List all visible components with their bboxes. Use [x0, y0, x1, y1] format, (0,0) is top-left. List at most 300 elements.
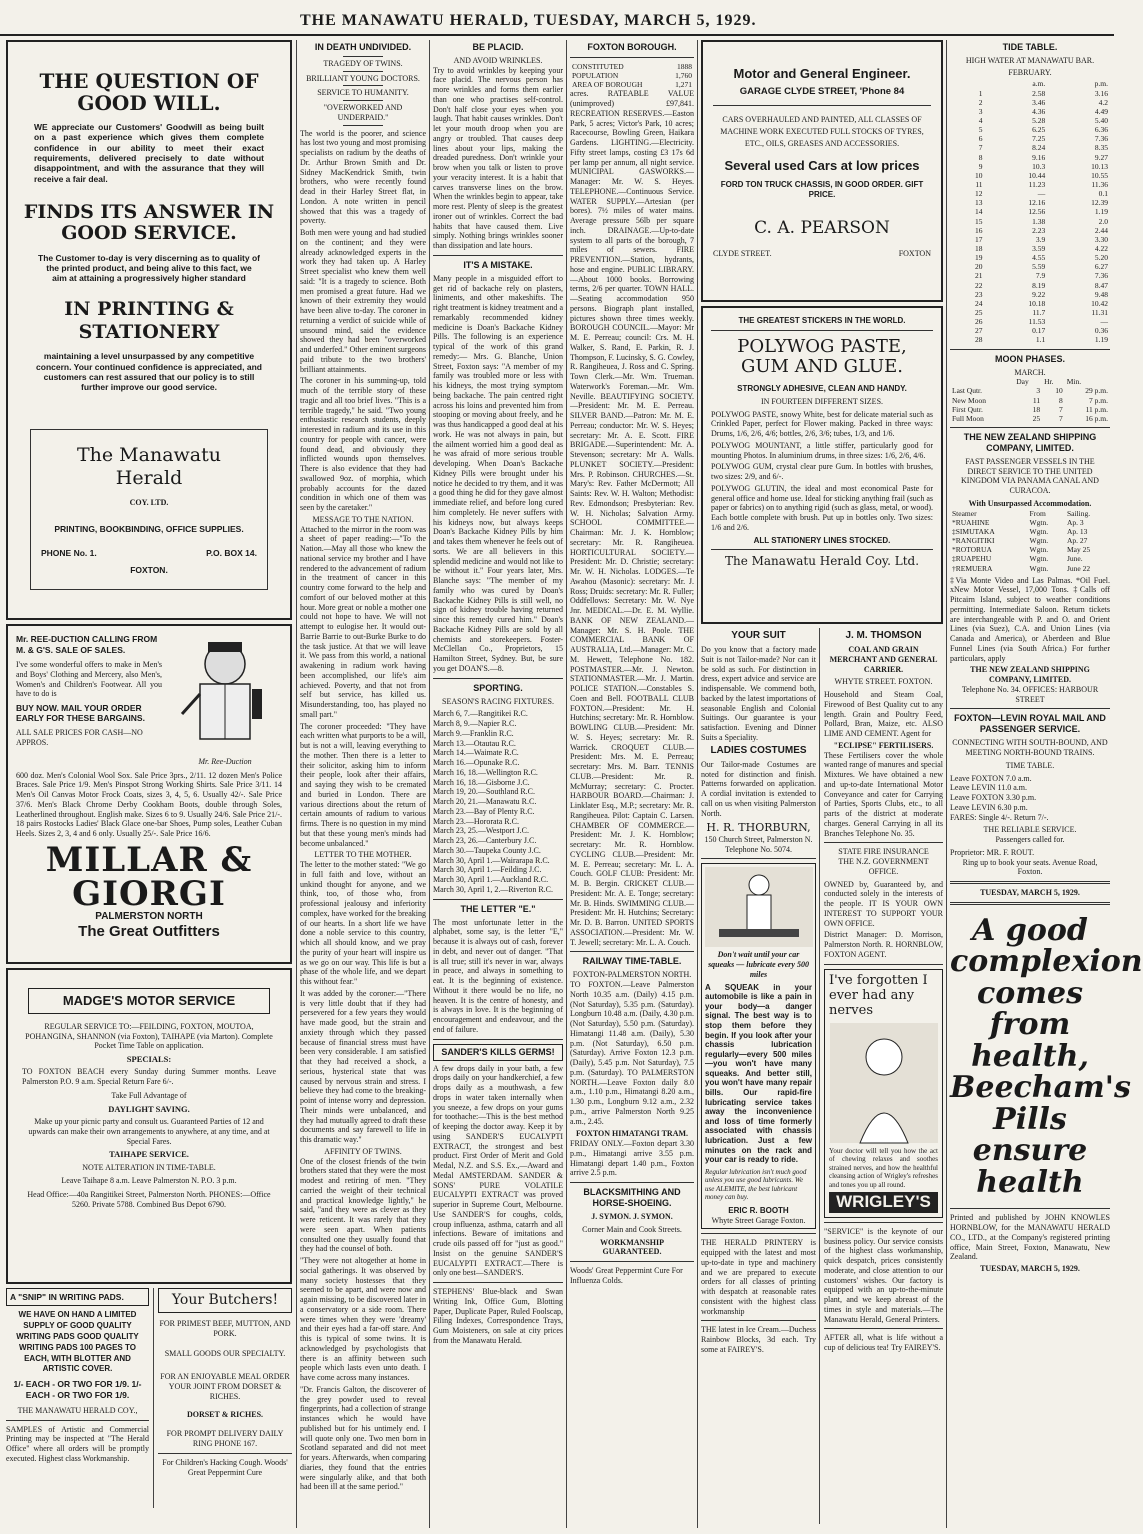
ad-text: J. SYMON. J. SYMON. [591, 1212, 673, 1222]
tide-am: 11.7 [1032, 307, 1046, 317]
tide-row [950, 180, 1110, 189]
tide-am: 3.59 [1032, 244, 1046, 253]
millar-giorgi-logo: MILLAR & GIORGI [45, 839, 253, 914]
tide-am: 10.18 [1028, 298, 1046, 308]
ship-cell: Wgtn. [1029, 554, 1049, 564]
tide-pm-header: p.m. [1094, 79, 1108, 89]
tide-pm: 11.31 [1091, 307, 1108, 317]
article-subhead: BRILLIANT YOUNG DOCTORS. [306, 73, 420, 83]
tide-row [950, 290, 1110, 299]
article-subhead: FEBRUARY. [1008, 67, 1052, 77]
ad-footer: SAMPLES of Artistic and Commercial Printing may be inspected at "The Herald Office" where all orders will be promptly executed. Highest class Workmanship. [6, 1424, 149, 1463]
article-subhead: TRAGEDY OF TWINS. [323, 58, 403, 68]
fixture-item: March 30, April 1.—Feilding J.C. [433, 865, 542, 875]
ship-header: Steamer [952, 508, 977, 518]
tide-row [950, 98, 1110, 107]
woman-illustration [830, 1023, 938, 1143]
ad-title: MADGE'S MOTOR SERVICE [62, 993, 236, 1008]
tide-row [950, 134, 1110, 143]
moon-cell: Full Moon [952, 413, 984, 423]
ad-subhead: DAYLIGHT SAVING. [108, 1103, 190, 1114]
logo-location: PALMERSTON NORTH [95, 910, 203, 922]
ad-text: SMALL GOODS OUR SPECIALTY. [164, 1348, 286, 1358]
ad-text: Corner Main and Cook Streets. [582, 1224, 682, 1234]
article-paragraph: The coroner in his summing-up, told much of the terrible story of these tragic and all too brief lives. "This is a terrible tragedy," he said. "Two young enthusiastic research students, deeply interested in radium and its use in this country for people with cancer, were found dead, and obviously they inflicted wounds upon themselves. There is also evidence that they had swallowed 9oz. of morphia, which probably accounts for the dazed condition in which one of them was seen by the caretaker." [300, 376, 426, 513]
tide-am: 6.25 [1032, 125, 1046, 135]
tide-am: 10.3 [1032, 161, 1046, 171]
ship-cell: Ap. 3 [1066, 517, 1084, 527]
ship-cell: June. [1066, 554, 1083, 564]
tide-day: 6 [978, 134, 983, 144]
ad-text: WORKMANSHIP GUARANTEED. [600, 1237, 664, 1257]
tide-am: 11.53 [1028, 317, 1046, 327]
salesman-illustration [168, 634, 282, 754]
tide-row [950, 116, 1110, 125]
ship-cell: †REMUERA [952, 563, 993, 573]
article-paragraph: STEPHENS' Blue-black and Swan Writing Ink, Office Gum, Blotting Paper, Duplicate Paper, Ruled Foolscap, Filing Indexes, Correspondence Trays, Gum Moisteners, on sale at city prices from the Manawatu Herald. [433, 1287, 563, 1345]
ad-address: WHYTE STREET. FOXTON. [834, 677, 933, 687]
tide-am: 2.23 [1032, 225, 1046, 235]
column-rule [429, 40, 430, 1528]
ad-text: Do you know that a factory made Suit is not Tailor-made? Nor can it be sold as such. For distinction in dress, expert advice and service are indispensable. We commend both, backed by the latest importations of seasonable English and Colonial Suitings. Our guarantee is your satisfaction. Evening and Dinner Suits a Speciality. [701, 645, 816, 742]
column-2 [300, 40, 426, 1528]
product-item: POLYWOG MOUNTANT, a little stiffer, particularly good for mounting Photos. In aluminium drums, in three sizes: 1/6, 2/6, 4/6. [711, 440, 933, 460]
tide-row [950, 262, 1110, 271]
ad-text: Your doctor will tell you how the act of chewing relaxes and soothes strained nerves, and how the healthful cleansing action of Wrigley's refreshes and tones you up all round. [829, 1146, 938, 1189]
ad-text: DORSET & RICHES. [186, 1409, 264, 1419]
moon-row [950, 405, 1110, 414]
fixture-item: March 23.—Hororata R.C. [433, 816, 519, 826]
tide-am: 4.36 [1032, 106, 1046, 116]
ad-title: POLYWOG PASTE, GUM AND GLUE. [737, 335, 907, 378]
wrigleys-ad [824, 969, 943, 1218]
tide-pm: 10.42 [1091, 298, 1108, 308]
ship-cell: June 22 [1066, 563, 1091, 573]
moon-header: Min. [1066, 377, 1082, 387]
article-paragraph: The world is the poorer, and science has lost two young and most promising specialists on radium by the deaths of Dr. Arthur Brown Smith and Dr. Sidney MacKendrick Smith, twin brothers, who were recently found dead in their Harley Street flat, in London. A note written in pencil showed that this was a tragedy of poverty. [300, 128, 426, 226]
stat-value: 1,271 [675, 80, 692, 90]
tide-row [950, 207, 1110, 216]
tide-am: 9.16 [1032, 152, 1046, 162]
fixture-item: March 20, 21.—Manawatu R.C. [433, 797, 537, 807]
article-paragraph: FRIDAY ONLY.—Foxton depart 3.30 p.m., Himatangi arrive 3.55 p.m. Himatangi depart 1.40 p.m., Foxton arrive 2.5 p.m. [570, 1139, 694, 1178]
moon-row [950, 386, 1110, 395]
stat-label: CONSTITUTED [572, 61, 624, 71]
article-subhead: AND AVOID WRINKLES. [453, 55, 543, 65]
tide-row [950, 89, 1110, 98]
ad-callout: Several used Cars at low prices [724, 158, 920, 174]
column-1 [6, 40, 292, 1528]
tide-row [950, 308, 1110, 317]
tide-row [950, 125, 1110, 134]
ad-title: Your Butchers! [171, 1292, 279, 1308]
article-paragraph: The letter to the mother stated: "We go in full faith and love, without an unkind thought for anyone, and we think, too, of those who, from professional jealousy and inferiority complex, have worked for the breaking of our hearts. In a short life we have done a noble service to this country, which all should know, and we pray the purity of your heart will inspire us as we go on our way. This life is but a phase of the whole life, and we depart this without fear." [300, 860, 426, 987]
tide-pm: 2.0 [1098, 216, 1108, 226]
moon-row [950, 414, 1110, 423]
tide-pm: 5.20 [1094, 253, 1108, 263]
moon-table [950, 377, 1110, 423]
ship-row [950, 527, 1110, 536]
ad-company: The Manawatu Herald Coy. Ltd. [724, 554, 920, 569]
polywog-ad [701, 306, 943, 624]
stat-value: 1888 [677, 61, 692, 71]
article-paragraph: Try to avoid wrinkles by keeping your face placid. The nervous person has more wrinkles and forms them earlier than one who practises self-control. Don't half close your eyes when you laugh. That habit causes wrinkles. Don't let your mouth droop when you are angry or troubled. That causes deep lines about your lips, making the dreaded puredness. Don't wrinkle your brow when you talk or listen to prove your veracity interest. It is a habit that carves transverse lines on the brow. When the wrinkles begin to appear, take more rest. Plenty of sleep is the greatest ironer out of wrinkles. Correct the bad habits that have caused them. Live simply. Nothing brings wrinkles sooner than dissipation and late hours. [433, 65, 563, 251]
tide-pm: 0.1 [1098, 189, 1108, 199]
page-date: TUESDAY, MARCH 5, 1929. [980, 888, 1080, 898]
illustration-caption: Mr. Ree-Duction [198, 756, 252, 766]
tide-am: 12.16 [1028, 198, 1046, 208]
ad-caption: Don't wait until your car squeaks — lubricate every 500 miles [708, 950, 809, 979]
racing-fixtures-list [433, 709, 563, 894]
imprint: Printed and published by JOHN KNOWLES HORNBLOW, for the MANAWATU HERALD CO., LTD., at the Company's registered printing office, Main Street, Foxton, Manawatu, New Zealand. [950, 1213, 1110, 1262]
ship-row [950, 554, 1110, 563]
article-subhead: LETTER TO THE MOTHER. [314, 850, 412, 860]
ad-text: THE RELIABLE SERVICE. [983, 825, 1077, 835]
tide-pm: 2.44 [1094, 225, 1108, 235]
moon-cell: 3 [1036, 386, 1041, 396]
ad-text: Passengers called for. [995, 835, 1065, 845]
fixture-item: March 14.—Waimate R.C. [433, 748, 519, 758]
article-paragraph: Many people in a misguided effort to get rid of backache rely on plasters, liniments, and other makeshifts. The right treatment is kidney treatment and a remarkably recommended kidney medicine is Doan's Backache Kidney Pills. The following is an experience typical of the work of this grand remedy:— Mrs. G. Blanche, Union Street, Foxton says: "A member of my family was troubled more or less with his kidneys, the most trying symptom being backache. The pain centred right across his loins and prevented him from stooping or moving about freely, and he was thus handicapped a good deal at his work. He was not always in pain, but the ailment worried him a good deal as he was afraid of more serious trouble developing. When Doan's Backache Kidney Pills were brought under his notice he decided to try them, and it was a good thing he did for they gave almost immediate relief, and before long cured him completely. He never suffers with his kidneys now, but always keeps Doan's Backache Kidney Pills by him and takes them whenever he feels out of sorts. We are all believers in this splendid medicine and would not like to be without it." Four years later, Mrs. Blanche says: "The member of my family who was cured by Doan's Backache Kidney Pills is still well, no sign of kidney trouble having returned since this remedy cured him." Doan's Backache Kidney Pills are sold by all chemists and storekeepers. Foster-McClellan Co., Proprietors, 15 Hamilton Street, Sydney. But, be sure you get DOAN'S.—8. [433, 273, 563, 673]
tide-table [950, 79, 1110, 344]
ad-text: Leave Taihape 8 a.m. Leave Palmerston N. P.O. 3 p.m. [61, 1176, 237, 1186]
fixture-item: March 8, 9.—Napier R.C. [433, 719, 517, 729]
company-name: The Manawatu Herald [76, 443, 221, 489]
ship-cell: Wgtn. [1029, 545, 1049, 555]
ad-company: THE NEW ZEALAND SHIPPING COMPANY, LIMITED. [970, 665, 1090, 685]
article-subhead: SERVICE TO HUMANITY. [317, 88, 409, 98]
tide-pm: 9.27 [1094, 152, 1108, 162]
fixture-item: March 30.—Taupeka County J.C. [433, 845, 541, 855]
article-subhead: MESSAGE TO THE NATION. [312, 514, 414, 524]
article-paragraph: "They were not altogether at home in social gatherings. It was observed by many society hostesses that they seemed to be apart, and were now and again missing, to be discovered later in a conservatory or a side room. There were times when they were 'dreamy' and their eyes had a far-off stare. And this is typical of some twins. It is acknowledged by psychologists that there is an affinity between such people which lasts even unto death. I have come across many instances. [300, 1256, 426, 1383]
tide-row [950, 162, 1110, 171]
ad-title: J. M. THOMSON [845, 630, 922, 641]
tide-row [950, 217, 1110, 226]
article-title: SANDER'S KILLS GERMS! [433, 1044, 563, 1061]
madges-motor-ad [6, 968, 292, 1284]
tide-day: 16 [975, 225, 983, 235]
tide-day: 19 [975, 253, 983, 263]
ship-table [950, 509, 1110, 573]
ad-subhead: SPECIALS: [126, 1054, 172, 1065]
ship-cell: Wgtn. [1029, 517, 1049, 527]
stat-value: 1,760 [675, 71, 692, 81]
ad-text: Our Tailor-made Costumes are noted for distinction and finish. Patterns forwarded on application. A cordial invitation is extended to call on us when visiting Palmerston North. [701, 759, 816, 818]
column-rule [946, 40, 947, 1528]
borough-directory: acres. RATEABLE VALUE (unimproved) £97,841. RECREATION RESERVES.—Easton Park, 5 acres; Victor's Park, 10 acres; Racecourse, Bowling Green, Haikara Gardens. LIGHTING.—Electricity. Fifty street lamps, costing £3 17s 6d per lamp per annum, all night service. MUNICIPAL GASWORKS.—Manager: Mr. W. S. Heyes. TELEPHONE.—Continuous Service. WATER SUPPLY.—Artesian (per bores). 7½ miles of water mains. Average pressure 56lb per square inch. DRAINAGE.—Up-to-date system to all parts of the borough, 7 miles of sewers. FIRE PREVENTION.—Station, hydrants, hose and engine. PUBLIC LIBRARY.—About 1000 books. Borrowing terms, 2/6 per quarter. TOWN HALL.—Seating accommodation 950 persons. Biograph plant installed, pictures shown three times weekly. BOROUGH COUNCIL.—Mayor: Mr M. E. Perreau; council: Crs. M. H. Walker, S. Rand, E. Parkin, R. J. Thompson, F. Lucinsky, S. G. Cowley, R. Rangiheuea, J. Ross and C. Spring. Town Clerk.—Mr. Wm. Trueman. Waterwork's Foreman.—Mr. Wm. Neville. BEAUTIFYING SOCIETY.—President: Mr. M. E. Perreau. SILVER BAND.—Patron: Mr. M. E. Perreau; conductor: Mr. W. S. Heyes; secretary: Mr. A. E. Scott. FIRE BRIGADE.—Superintendent: Mr. A. Stevenson; secretary: Mr A. Walls. PLUNKET SOCIETY.—President: Mrs. P. Robinson. CHURCHES.—St. Mary's: Rev. Father McDermott; All Saints: Rev. W. H. Walton; Methodist: Rev. Edmondson; Presbyterian: Rev. W. H. Nicholas; Salvation Army. SCHOOL COMMITTEE.—Chairman: Mr. J. K. Hornblow; secretary: Mr. R. Rangiheuea. HORTICULTURAL SOCIETY.—President: Mr. D. Christie; secretary: Mr. W. H. Nicholas. LODGES.—Te Awahou (Masonic): secretary: Mr. J. Ross; Druids: secretary: Mr. R. Fuller; Oddfellows: Secretary: Mr. W. Nye Jnr. MEDICAL.—Dr. E. M. Wyllie. BANK OF NEW ZEALAND.—Manager: Mr. S. H. Poole. THE COMMERCIAL BANK OF AUSTRALIA, Ltd.—Manager: Mr. C. M. Hewett, Telephone No. 182. POSTMASTER.—Mr. J. Newton. STATIONMASTER.—Mr. J. Martin. POLICE STATION.—Constables S. Coen and Bell. FOOTBALL CLUB FOXTON.—President: Mr. H. Hutchins; secretary: Mr. R. Hornblow. BOWLING CLUB.—President: Mr. W. S. Heyes; secretary: Mr. R. Warrick. CROQUET CLUB.—President: Mrs. M. E. Perreau; secretary: Mrs. M. Barr. TENNIS CLUB.—President: Mr. R. McMurray; secretary: C. Procter. HARBOUR BOARD.—Chairman: J. Linklater Esq., M.P.; secretary: Mr. R. Rangiheuea. Pilot: Captain C. Larsen. CHAMBER OF COMMERCE.—President: Mr. J. K. Hornblow; secretary: Mr. R. Hornblow. CYCLING CLUB.—President: Mr. M. E. Perreau; secretary: Mr. L. A. Couch. GOLF CLUB: President: Mr. M. B. Bergin. CRICKET CLUB.—President: Mr. A. E. Tonge; secretary: Mr. B. Hinds. SWIMMING CLUB.—President: Mr. H. Hutchins; Secretary: Mr. D. B. Barron. UNITED SPORTS ASSOCIATION.—President: Mr. W. T. Jewell; secretary: Mr. L. A. Couch. [570, 89, 694, 947]
ad-text: With Unsurpassed Accommodation. [968, 498, 1092, 508]
tide-day: 1 [978, 88, 983, 98]
moon-cell: 8 [1059, 395, 1063, 405]
stat-row [570, 71, 694, 80]
ad-text: NOTE ALTERATION IN TIME-TABLE. [82, 1162, 216, 1172]
tide-row [950, 171, 1110, 180]
ad-footer: ALL STATIONERY LINES STOCKED. [753, 535, 891, 545]
ad-text: Proprietor: MR. F. ROUT. [950, 847, 1035, 857]
moon-cell: 29 p.m. [1085, 386, 1108, 396]
tide-row [950, 281, 1110, 290]
moon-cell: 7 p.m. [1089, 395, 1108, 405]
article-subhead: HIGH WATER AT MANAWATU BAR. [965, 55, 1095, 65]
ad-subhead: COAL AND GRAIN MERCHANT AND GENERAL CARRIER. [829, 645, 938, 674]
fixture-item: March 19, 20.—Southland R.C. [433, 787, 535, 797]
ad-price: 1/- EACH - OR TWO FOR 1/9. 1/- EACH - OR TWO FOR 1/9. [13, 1379, 142, 1400]
tide-am: 5.28 [1032, 116, 1046, 126]
ad-text: District Manager: D. Morrison, Palmerston North. R. HORNBLOW, FOXTON AGENT. [824, 930, 943, 959]
article-title: MOON PHASES. [994, 353, 1065, 364]
ship-cell: Ap. 13 [1066, 526, 1088, 536]
product-item: POLYWOG PASTE, snowy White, best for delicate material such as Crinkled Paper, perfect for Flower making. Packed in three ways: Drums, 1/6, 2/6, 4/6; bottles, 2/6, 3/6; tubes, 1/3, and 1/6. [711, 409, 933, 439]
column-6 [950, 40, 1143, 1528]
ad-text: CONNECTING WITH SOUTH-BOUND, AND MEETING NORTH-BOUND TRAINS. [952, 738, 1108, 758]
tide-row [950, 271, 1110, 280]
ad-footer: AFTER all, what is life without a cup of delicious tea! Try FAIREY'S. [824, 1333, 943, 1353]
ad-title: IN PRINTING & STATIONERY [64, 297, 234, 343]
ad-text: CARS OVERHAULED AND PAINTED, ALL CLASSES OF MACHINE WORK EXECUTED FULL STOCKS OF TYRES, ETC., OILS, GREASES AND ACCESSORIES. [720, 115, 924, 149]
ad-title: I've forgotten I ever had any nerves [829, 972, 928, 1018]
butchers-ad [158, 1288, 292, 1508]
column-rule [566, 40, 567, 1528]
article-paragraph: "Dr. Francis Galton, the discoverer of the grey powder used to reveal fingerprints, had a collection of strange instances which he would have published but for his untimely end. I will quote only one. Two men born in Scotland separated and did not meet for years. Afterwards, when comparing diaries, they found that the entries were singularly alike, and that both had been ill at the same period." [300, 1384, 426, 1492]
masthead-title: THE MANAWATU HERALD, TUESDAY, MARCH 5, 1929. [300, 12, 757, 29]
article-title: THE NEW ZEALAND SHIPPING COMPANY, LIMITED. [963, 431, 1097, 453]
tide-am: 4.55 [1032, 253, 1046, 263]
moon-cell: 16 p.m. [1085, 413, 1108, 423]
article-title: RAILWAY TIME-TABLE. [582, 956, 682, 967]
column-4 [570, 40, 694, 1528]
moon-cell: 7 [1059, 404, 1063, 414]
tide-row [950, 253, 1110, 262]
service-time: Leave LEVIN 6.30 p.m. [950, 802, 1028, 812]
stat-row [570, 80, 694, 89]
fixture-item: March 23, 26.—Canterbury J.C. [433, 836, 537, 846]
ship-cell: May 25 [1066, 545, 1091, 555]
stat-row [570, 62, 694, 71]
moon-cell: 10 [1055, 386, 1063, 396]
moon-cell: 25 [1032, 413, 1041, 423]
tide-day: 20 [975, 262, 983, 272]
ad-callout: BUY NOW. MAIL YOUR ORDER EARLY FOR THESE BARGAINS. [16, 703, 145, 724]
ad-text: FORD TON TRUCK CHASSIS, IN GOOD ORDER. GIFT PRICE. [720, 180, 924, 200]
ad-subhead: IN FOURTEEN DIFFERENT SIZES. [760, 396, 884, 406]
company-coy: COY. LTD. [129, 498, 169, 508]
service-time: Leave FOXTON 3.30 p.m. [950, 793, 1037, 803]
article-paragraph: It was added by the coroner:—"There is very little doubt that if they had persevered for a few years they would have made good, but the strain and anxiety through which they passed because of financial stress must have been very considerable. I am satisfied that they had received a shock, a serious, hysterical state that was caused by nervous strain and stress. I believe they had come to the breaking-point of intense worry and depression. Their minds were unbalanced, and they had mutually agreed to draft these documents and say farewell to life in this dramatic way." [300, 988, 426, 1145]
tide-pm: — [1100, 317, 1108, 327]
ad-subhead: "ECLIPSE" FERTILISERS. [833, 740, 934, 750]
tide-day: 28 [975, 335, 983, 345]
ad-company: THE MANAWATU HERALD COY., [17, 1405, 138, 1415]
ad-text: Household and Steam Coal, Firewood of Best Quality cut to any length. Grain and Poultry Feed, Pollard, Bran, Maize, etc. ALSO LIME AND CEMENT. Agent for [824, 690, 943, 739]
ad-subhead: STRONGLY ADHESIVE, CLEAN AND HANDY. [737, 384, 907, 394]
fixture-item: March 30, April 1.—Auckland R.C. [433, 875, 549, 885]
fixture-item: March 30, April 1.—Wairarapa R.C. [433, 855, 550, 865]
ad-text: WE appreciate our Customers' Goodwill as being built on a past experience which gives them complete confidence in our ability to meet their exact requirements, delivered precisely to date without disappointment, and with the assurance that they will receive a fair deal. [34, 122, 264, 184]
ad-footer: For Children's Hacking Cough. Woods' Great Peppermint Cure [162, 1457, 288, 1477]
fixture-item: March 30, April 1, 2.—Riverton R.C. [433, 884, 553, 894]
fixture-item: March 23, 25.—Westport J.C. [433, 826, 530, 836]
ad-address: Whyte Street Garage Foxton. [711, 1215, 806, 1225]
moon-cell: First Qutr. [952, 404, 983, 414]
moon-cell: 11 [1032, 395, 1041, 405]
fixture-item: March 9.—Franklin R.C. [433, 728, 514, 738]
ad-title: Motor and General Engineer. [733, 66, 911, 81]
ad-text: REGULAR SERVICE TO:—FEILDING, FOXTON, MOUTOA, POHANGINA, SHANNON (via Foxton), TAIHAPE (via Marton). Complete Pocket Time Table on application. [25, 1021, 273, 1051]
ad-text: Telephone No. 34. OFFICES: HARBOUR STREET [961, 684, 1099, 704]
ad-subhead: TAIHAPE SERVICE. [109, 1149, 189, 1160]
tide-am: 1.38 [1032, 216, 1046, 226]
ship-cell: Wgtn. [1029, 563, 1049, 573]
tide-row [950, 226, 1110, 235]
ad-address: 150 Church Street, Palmerston N. Telephone No. 5074. [704, 834, 813, 854]
ad-text: FOR AN ENJOYABLE MEAL ORDER YOUR JOINT FROM DORSET & RICHES. [160, 1372, 290, 1401]
company-box: P.O. BOX 14. [206, 548, 257, 559]
tide-pm: 6.36 [1094, 125, 1108, 135]
tide-pm: 9.48 [1094, 289, 1108, 299]
tide-am: 8.19 [1032, 280, 1046, 290]
tide-pm: 10.13 [1091, 161, 1108, 171]
ship-cell: ‡SIMUTAKA [952, 526, 995, 536]
tide-am: 1.1 [1035, 335, 1046, 345]
product-item: POLYWOG GLUTIN, the ideal and most economical Paste for general office and home use. Ideal for sticking anything frail (such as paper or fabrics) on to anything rigid (such as glass, metal, or wood). Each bottle complete with brush. Put up in bottles only. Two sizes: 1/6 and 2/6. [711, 483, 933, 532]
article-title: IT'S A MISTAKE. [463, 259, 533, 270]
tide-day: 3 [978, 106, 983, 116]
ship-cell: *RUAHINE [952, 517, 990, 527]
tide-day: 7 [978, 143, 983, 153]
moon-cell: Last Qutr. [952, 386, 982, 396]
article-title: BE PLACID. [472, 42, 524, 52]
fixture-item: March 23.—Bay of Plenty R.C. [433, 806, 535, 816]
tide-day: 12 [975, 189, 983, 199]
column-rule [697, 40, 698, 1528]
tide-row [950, 299, 1110, 308]
tide-am: 7.9 [1035, 271, 1046, 281]
article-subhead: SEASON'S RACING FIXTURES. [442, 696, 554, 706]
column-3 [433, 40, 563, 1528]
fixture-item: March 16.—Opunake R.C. [433, 758, 520, 768]
article-title: FOXTON—LEVIN ROYAL MAIL AND PASSENGER SERVICE. [954, 713, 1106, 735]
ad-text: These Fertilisers cover the whole wanted range of manures and special Mixtures. We have obtained a new and up-to-date International Motor Conveyance and cater for Carrying of Parties, Sports Clubs, etc., to all parts of the district at moderate charges. General Carrying in all its Branches Telephone No. 35. [824, 750, 943, 838]
ad-name: ERIC R. BOOTH [728, 1205, 789, 1215]
ship-row [950, 518, 1110, 527]
article-subhead: AFFINITY OF TWINS. [324, 1146, 402, 1156]
article-title: FOXTON BOROUGH. [587, 42, 677, 52]
article-subhead: FOXTON HIMATANGI TRAM. [575, 1129, 689, 1139]
tide-row [950, 326, 1110, 335]
tide-day: 5 [978, 125, 983, 135]
tide-am: 2.58 [1032, 88, 1046, 98]
company-services: PRINTING, BOOKBINDING, OFFICE SUPPLIES. [54, 523, 244, 534]
moon-header [950, 377, 1014, 386]
ad-text: TO FOXTON BEACH every Sunday during Summer months. Leave Palmerston P.O. 9 a.m. Special Return Fare 6/-. [22, 1067, 276, 1087]
column-rule [296, 40, 297, 1528]
tide-day: 21 [975, 271, 983, 281]
article-title: IN DEATH UNDIVIDED. [314, 42, 412, 52]
ad-text: Take Full Advantage of [111, 1090, 187, 1100]
ship-cell: *RANGITIKI [952, 536, 995, 546]
imprint-date: TUESDAY, MARCH 5, 1929. [980, 1264, 1080, 1274]
ad-text: WE HAVE ON HAND A LIMITED SUPPLY OF GOOD QUALITY WRITING PADS GOOD QUALITY WRITING PADS 100 PAGES TO EACH, WITH BLOTTER AND ARTISTIC COVER. [16, 1310, 139, 1374]
tide-pm: 1.19 [1094, 207, 1108, 217]
ad-footer: Woods' Great Peppermint Cure For Influenza Colds. [570, 1266, 683, 1285]
product-list [711, 410, 933, 533]
ad-small: Regular lubrication isn't much good unless you use good lubricants. We use ALEMITE, the best lubricant money can buy. [705, 1167, 807, 1202]
ad-text: Ring up to book your seats. Avenue Road, Foxton. [962, 857, 1098, 877]
ad-name: C. A. PEARSON [754, 217, 890, 238]
wrigleys-logo: WRIGLEY'S [829, 1192, 938, 1213]
tide-pm: 4.22 [1094, 244, 1108, 253]
tide-pm: 7.36 [1094, 134, 1108, 144]
column-5 [701, 40, 943, 1528]
ad-subhead: TIME TABLE. [1005, 760, 1055, 770]
tide-row [950, 198, 1110, 207]
tide-am: 8.24 [1032, 143, 1046, 153]
company-block [30, 429, 268, 590]
tide-day: 10 [975, 170, 983, 180]
tide-am: 11.23 [1028, 180, 1046, 190]
ship-cell: ‡RUAPEHU [952, 554, 992, 564]
tide-row [950, 335, 1110, 344]
service-times [950, 774, 1110, 823]
tide-pm: 8.47 [1094, 280, 1108, 290]
tide-pm: 3.30 [1094, 234, 1108, 244]
ad-text: FAST PASSENGER VESSELS IN THE DIRECT SERVICE TO THE UNITED KINGDOM VIA PANAMA CANAL AND CURACOA. [961, 456, 1099, 496]
ad-subhead: THE N.Z. GOVERNMENT OFFICE. [838, 857, 929, 876]
tide-pm: 4.49 [1094, 106, 1108, 116]
tide-day: 13 [975, 198, 983, 208]
ad-text: A SQUEAK in your automobile is like a pain in your body—a danger signal. The best way is to stop them before they begin. If you look after your chassis lubrication regularly—every 500 miles—you won't have many squeaks. And better still, you won't have many repair bills. Our rapid-fire lubricating service takes away the inconvenience and loss of time formerly associated with chassis lubrication. Just a few minutes on the rack and your car is ready to ride. [705, 982, 812, 1165]
writing-pads-ad [6, 1288, 154, 1508]
service-time: Leave LEVIN 11.0 a.m. [950, 783, 1028, 793]
tide-day: 27 [975, 326, 983, 336]
ad-text: Head Office:—40a Rangitikei Street, Palmerston North. PHONES:—Office 5260. Private 5788. Combined Bus Depot 6790. [27, 1190, 271, 1209]
article-paragraph: The coroner proceeded: "They have each written what purports to be a will, but is not a will, leaving everything to the mother. Then there is a letter to their solicitor, asking him to inform their people, look after their affairs, and saying they wish to be cremated and buried in London. There are various directions about the return of certain amounts of radium to various firms. There is no question in my mind but that these young men's minds had become unbalanced." [300, 721, 426, 848]
ad-text: OWNED by, Guaranteed by, and conducted solely in the interests of the people. IT IS YOUR OWN INTEREST TO SUPPORT YOUR OWN OFFICE. [824, 879, 943, 928]
tide-pm: 5.40 [1094, 116, 1108, 126]
ship-cell: *ROTORUA [952, 545, 992, 555]
ad-text: FOR PRIMEST BEEF, MUTTON, AND PORK. [159, 1319, 291, 1338]
masthead [0, 0, 1114, 36]
tide-day: 22 [975, 280, 983, 290]
service-time: FARES: Single 4/-. Return 7/-. [950, 812, 1049, 822]
ship-row [950, 564, 1110, 573]
moon-cell: 7 [1059, 413, 1063, 423]
ad-street: CLYDE STREET. [713, 248, 772, 258]
ad-text: I've some wonderful offers to make in Men's and Boys' Clothing and Mercery, also Men's, Women's and Children's Footwear. All you have to do is [16, 660, 162, 699]
beechams-ad: A good complexion comes from health, Beecham's Pills ensure health [950, 912, 1143, 1200]
article-title: THE LETTER "E." [460, 903, 536, 914]
article-title: TIDE TABLE. [1002, 42, 1058, 52]
tide-am: 3.9 [1035, 234, 1046, 244]
tide-day: 14 [975, 207, 983, 217]
tide-pm: 1.19 [1094, 335, 1108, 345]
mechanic-illustration [705, 867, 813, 947]
tide-pm: 3.16 [1094, 88, 1108, 98]
herald-goodwill-ad [6, 40, 292, 620]
logo-tagline: The Great Outfitters [78, 922, 220, 940]
ship-header: From [1029, 508, 1046, 518]
tide-pm: 0.36 [1094, 326, 1108, 336]
moon-cell: 11 p.m. [1085, 404, 1108, 414]
article-paragraph: The most unfortunate letter in the alphabet, some say, is the letter "E," because it is always out of cash, forever in debt, and never out of danger. "That is all true; still it's never in war, always in peace, and always in something to eat. It is the beginning of existence. Without it there would be no life, no heaven. It is the centre of honesty, and is always in love. It is the beginning of encouragement and endeavour, and the end of failure. [433, 917, 563, 1034]
product-item: POLYWOG GUM, crystal clear pure Gum. In bottles with brushes, two sizes: 2/9, and 6/-. [711, 462, 933, 482]
tide-row [950, 143, 1110, 152]
tide-pm: 7.36 [1094, 271, 1108, 281]
tide-day: 24 [975, 298, 983, 308]
lubrication-ad [701, 863, 816, 1229]
company-town: FOXTON. [130, 564, 168, 575]
